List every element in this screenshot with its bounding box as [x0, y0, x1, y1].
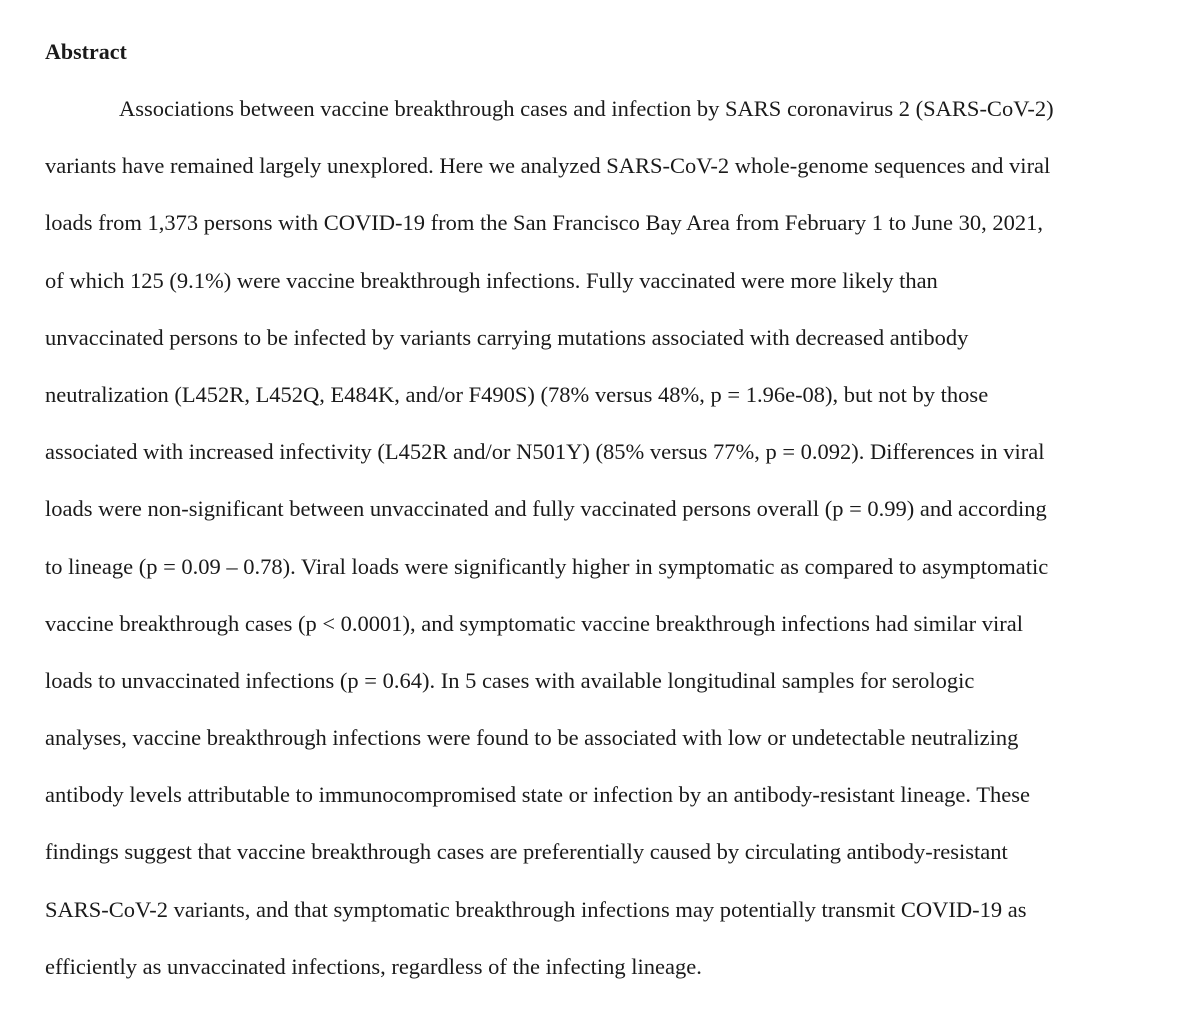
abstract-line: vaccine breakthrough cases (p < 0.0001), and symptomatic vaccine breakthrough infections had similar viral: [45, 610, 1023, 636]
abstract-line: loads to unvaccinated infections (p = 0.64). In 5 cases with available longitudinal samples for serologic: [45, 667, 975, 693]
abstract-heading: Abstract: [45, 39, 127, 64]
abstract-line: findings suggest that vaccine breakthrough cases are preferentially caused by circulating antibody-resistant: [45, 839, 1008, 865]
abstract-line: SARS-CoV-2 variants, and that symptomatic breakthrough infections may potentially transmit COVID-19 as: [45, 896, 1027, 922]
abstract-line: neutralization (L452R, L452Q, E484K, and/or F490S) (78% versus 48%, p = 1.96e-08), but not by those: [45, 381, 989, 407]
abstract-line: of which 125 (9.1%) were vaccine breakthrough infections. Fully vaccinated were more likely than: [45, 267, 938, 293]
abstract-paragraph: [45, 95, 1175, 1010]
abstract-line: Associations between vaccine breakthrough cases and infection by SARS coronavirus 2 (SARS-CoV-2): [119, 96, 1054, 121]
abstract-line: efficiently as unvaccinated infections, regardless of the infecting lineage.: [45, 953, 702, 979]
abstract-line: analyses, vaccine breakthrough infections were found to be associated with low or undetectable neutralizing: [45, 725, 1019, 751]
abstract-line: unvaccinated persons to be infected by variants carrying mutations associated with decreased antibody: [45, 324, 969, 350]
abstract-line: associated with increased infectivity (L452R and/or N501Y) (85% versus 77%, p = 0.092). Differences in viral: [45, 439, 1045, 465]
abstract-line: loads were non-significant between unvaccinated and fully vaccinated persons overall (p = 0.99) and according: [45, 496, 1047, 522]
abstract-line: to lineage (p = 0.09 – 0.78). Viral loads were significantly higher in symptomatic as compared to asymptomatic: [45, 553, 1049, 579]
abstract-line: antibody levels attributable to immunocompromised state or infection by an antibody-resistant lineage. These: [45, 782, 1030, 808]
abstract-line: loads from 1,373 persons with COVID-19 from the San Francisco Bay Area from February 1 to June 30, 2021,: [45, 210, 1043, 236]
abstract-line: variants have remained largely unexplored. Here we analyzed SARS-CoV-2 whole-genome sequences and viral: [45, 153, 1051, 179]
